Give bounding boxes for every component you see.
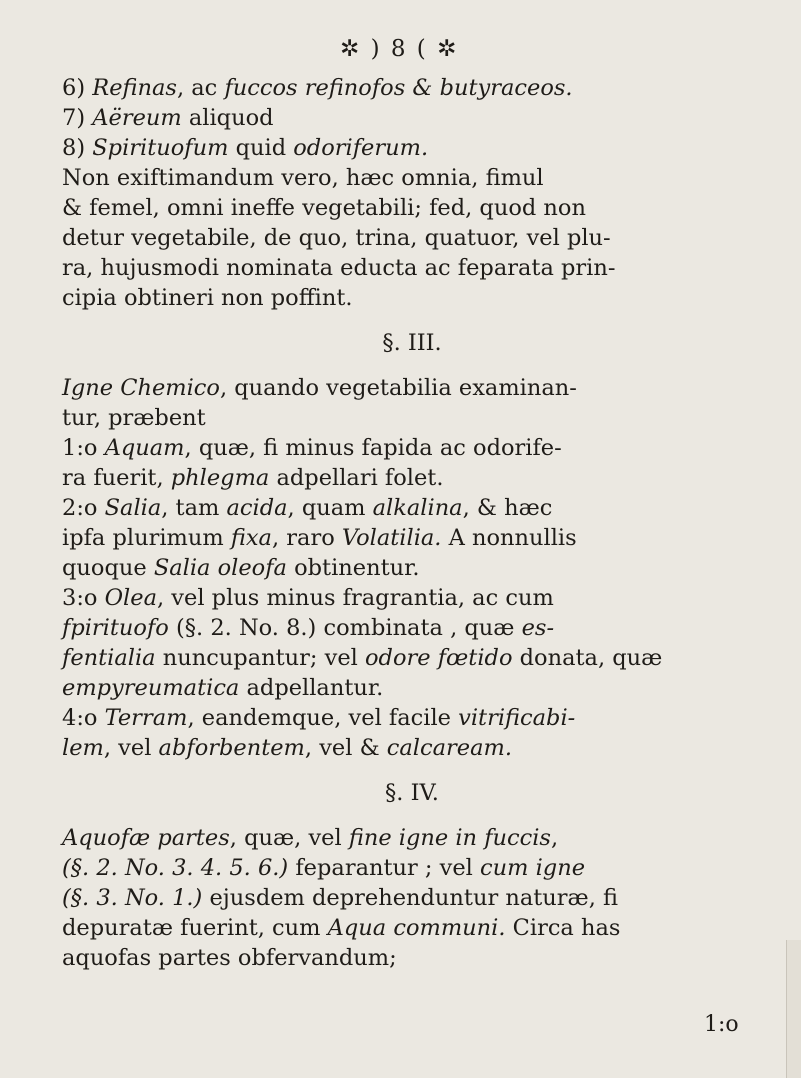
text-segment: es- <box>521 615 555 641</box>
text-segment: , vel <box>103 735 159 761</box>
text-segment: , eandemque, vel facile <box>187 705 459 731</box>
text-line <box>62 493 762 523</box>
text-line <box>62 553 762 583</box>
text-segment: tur, præbent <box>62 405 206 431</box>
text-segment: Aquofæ partes <box>62 825 230 851</box>
text-segment: ipfa plurimum <box>62 525 231 551</box>
text-segment: , vel & <box>304 735 387 761</box>
page-header: ✲ ) 8 ( ✲ <box>340 36 459 62</box>
text-segment: , quæ, vel <box>229 825 349 851</box>
text-segment: alkalina <box>372 495 463 521</box>
text-segment: Circa has <box>505 915 621 941</box>
text-segment: odore fœtido <box>365 645 513 671</box>
text-line <box>62 223 762 253</box>
text-segment: detur vegetabile, de quo, trina, quatuor, vel plu- <box>62 225 611 251</box>
text-segment: Salia oleofa <box>153 555 287 581</box>
text-segment: fuccos refinofos & butyraceos. <box>224 75 573 101</box>
text-line <box>62 733 762 763</box>
text-segment: Aqua communi. <box>327 915 506 941</box>
text-segment: acida <box>226 495 288 521</box>
text-segment: ejusdem deprehenduntur naturæ, fi <box>202 885 619 911</box>
text-segment: Volatilia. <box>341 525 442 551</box>
text-segment: feparantur ; vel <box>288 855 481 881</box>
text-segment: , quæ, fi minus fapida ac odorife- <box>184 435 562 461</box>
text-segment: , raro <box>271 525 342 551</box>
text-segment: empyreumatica <box>62 675 240 701</box>
text-line <box>62 913 762 943</box>
text-segment: & femel, omni ineffe vegetabili; fed, quod non <box>62 195 586 221</box>
text-segment: cum igne <box>480 855 586 881</box>
text-segment: aquofas partes obfervandum; <box>62 945 397 971</box>
text-segment: Aëreum <box>92 105 182 131</box>
text-segment: Spirituofum <box>92 135 229 161</box>
text-line <box>62 463 762 493</box>
text-segment: Terram <box>104 705 188 731</box>
text-segment: , quam <box>287 495 373 521</box>
catchword: 1:o <box>704 1012 739 1037</box>
text-segment: , ac <box>176 75 225 101</box>
text-line <box>62 583 762 613</box>
text-line <box>62 883 762 913</box>
text-segment: 3:o <box>62 585 105 611</box>
text-line <box>62 523 762 553</box>
text-segment: cipia obtineri non poffint. <box>62 285 353 311</box>
text-segment: §. IV. <box>385 780 439 806</box>
text-segment: aliquod <box>181 105 274 131</box>
text-segment: , vel plus minus fragrantia, ac cum <box>156 585 554 611</box>
text-segment: donata, quæ <box>512 645 663 671</box>
text-segment: ra, hujusmodi nominata educta ac feparata prin- <box>62 255 616 281</box>
text-line <box>62 253 762 283</box>
text-segment: fpirituofo <box>62 615 169 641</box>
text-line <box>62 613 762 643</box>
text-segment: 6) <box>62 75 93 101</box>
text-segment: 8) <box>62 135 93 161</box>
text-line <box>62 853 762 883</box>
text-segment: ra fuerit, <box>62 465 171 491</box>
text-segment: , tam <box>161 495 227 521</box>
text-segment: quid <box>228 135 294 161</box>
text-segment: 7) <box>62 105 93 131</box>
text-segment: Non exiftimandum vero, hæc omnia, fimul <box>62 165 544 191</box>
text-line <box>62 403 762 433</box>
text-segment: phlegma <box>170 465 270 491</box>
text-segment: 2:o <box>62 495 105 521</box>
text-line <box>62 673 762 703</box>
text-segment: , quando vegetabilia examinan- <box>219 375 577 401</box>
text-line <box>62 373 762 403</box>
text-segment: , <box>550 825 559 851</box>
text-segment: quoque <box>62 555 154 581</box>
text-segment: Refinas <box>92 75 177 101</box>
text-line <box>62 133 762 163</box>
text-line <box>62 778 762 808</box>
text-segment: odoriferum. <box>293 135 429 161</box>
text-segment: lem <box>62 735 104 761</box>
text-segment: Igne Chemico <box>62 375 220 401</box>
text-segment: Olea <box>104 585 157 611</box>
text-line <box>62 103 762 133</box>
text-segment: fine igne in fuccis <box>348 825 551 851</box>
text-line <box>62 643 762 673</box>
text-segment: calcaream. <box>386 735 512 761</box>
text-line <box>62 328 762 358</box>
text-segment: Aquam <box>104 435 185 461</box>
text-segment: 4:o <box>62 705 105 731</box>
text-line <box>62 823 762 853</box>
text-segment: 1:o <box>62 435 105 461</box>
text-segment: , & hæc <box>462 495 553 521</box>
text-segment: A nonnullis <box>441 525 577 551</box>
text-segment: nuncupantur; vel <box>155 645 366 671</box>
text-segment: fixa <box>230 525 272 551</box>
text-line <box>62 163 762 193</box>
text-segment: fentialia <box>62 645 156 671</box>
text-segment: (§. 2. No. 8.) combinata , quæ <box>168 615 522 641</box>
text-segment: (§. 2. No. 3. 4. 5. 6.) <box>62 855 289 881</box>
text-segment: vitrificabi- <box>458 705 576 731</box>
text-segment: obtinentur. <box>286 555 420 581</box>
text-segment: adpellari folet. <box>269 465 444 491</box>
text-segment: adpellantur. <box>239 675 384 701</box>
text-segment: Salia <box>104 495 162 521</box>
text-line <box>62 943 762 973</box>
text-line <box>62 283 762 313</box>
text-line <box>62 433 762 463</box>
text-segment: depuratæ fuerint, cum <box>62 915 328 941</box>
page-edge <box>786 940 801 1078</box>
text-line <box>62 703 762 733</box>
text-segment: (§. 3. No. 1.) <box>62 885 203 911</box>
text-line <box>62 193 762 223</box>
text-segment: abforbentem <box>158 735 305 761</box>
text-segment: §. III. <box>382 330 442 356</box>
text-line <box>62 73 762 103</box>
